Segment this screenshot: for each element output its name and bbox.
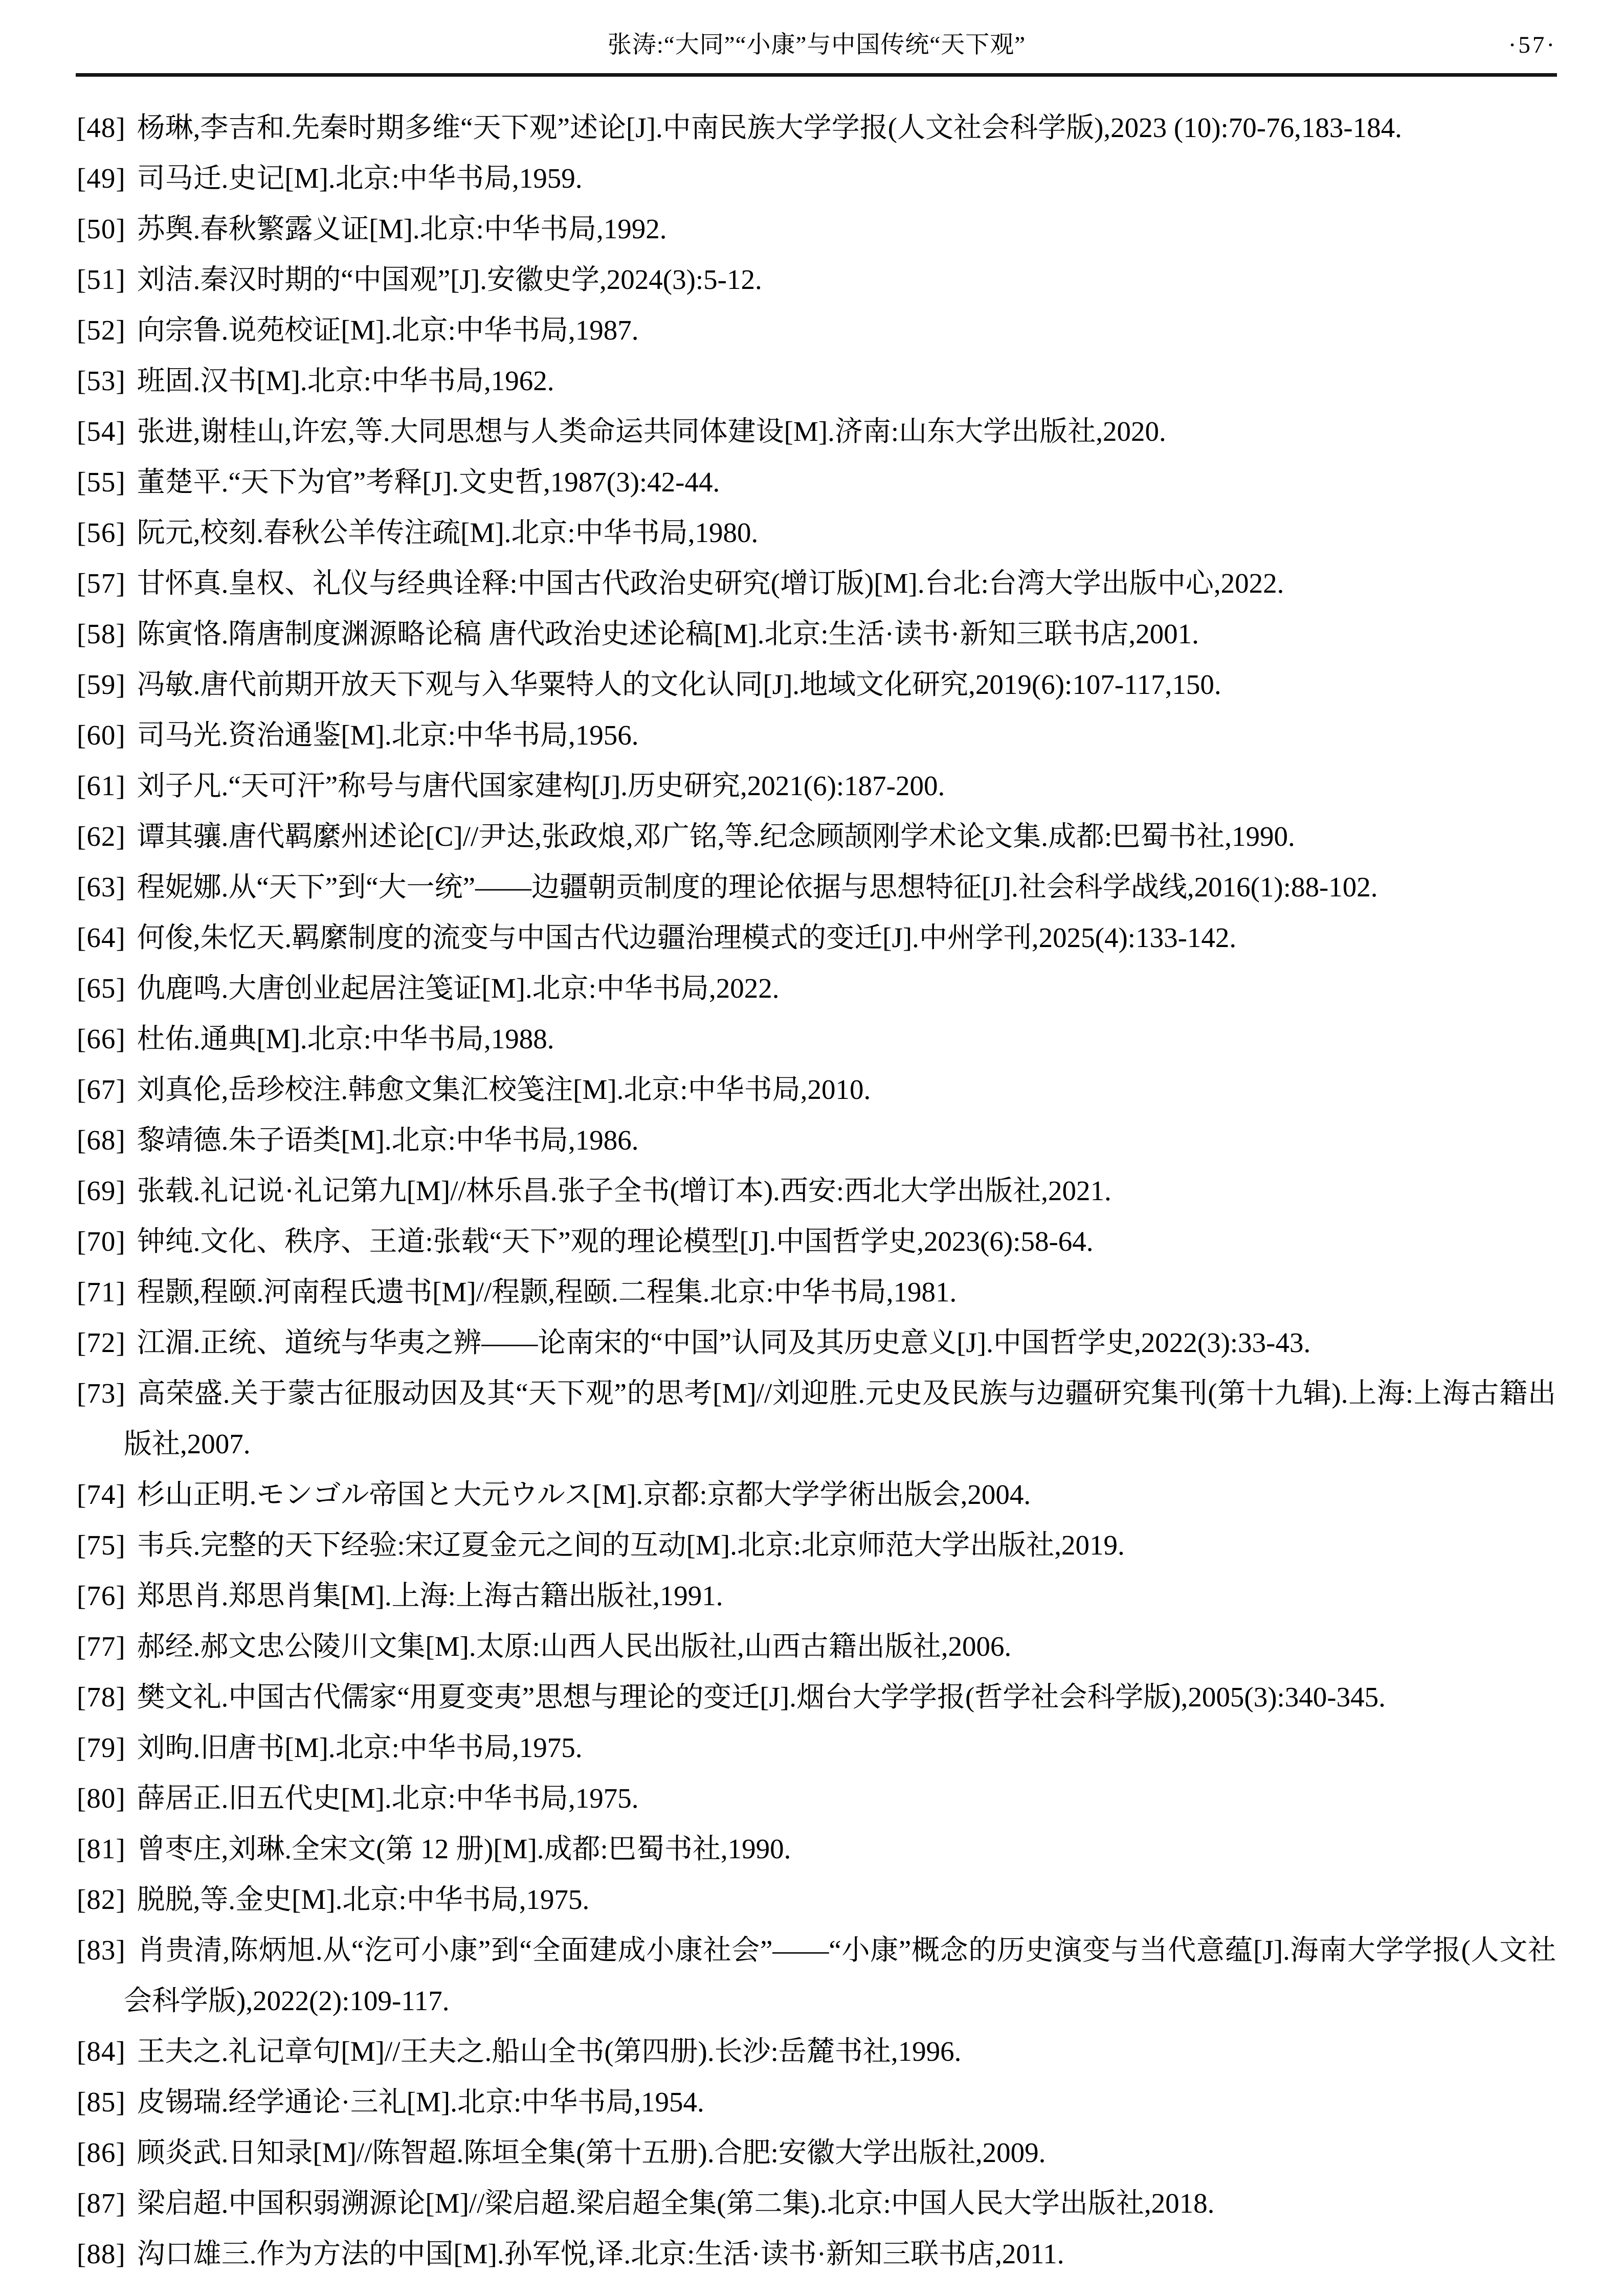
reference-number: [71] (77, 1276, 126, 1308)
reference-item (77, 1722, 1556, 1773)
reference-item (77, 2229, 1556, 2279)
reference-text: 程妮娜.从“天下”到“大一统”——边疆朝贡制度的理论依据与思想特征[J].社会科学战线,2016(1):88-102. (137, 871, 1378, 903)
reference-number: [55] (77, 466, 126, 498)
reference-number: [62] (77, 821, 126, 852)
reference-item (77, 305, 1556, 355)
reference-number: [53] (77, 365, 126, 396)
reference-text: 钟纯.文化、秩序、王道:张载“天下”观的理论模型[J].中国哲学史,2023(6):58-64. (137, 1226, 1094, 1257)
reference-item (77, 1874, 1556, 1925)
reference-number: [54] (77, 416, 126, 447)
reference-text: 杨琳,李吉和.先秦时期多维“天下观”述论[J].中南民族大学学报(人文社会科学版),2023 (10):70-76,183-184. (137, 112, 1402, 143)
reference-item (77, 1570, 1556, 1621)
reference-text: 高荣盛.关于蒙古征服动因及其“天下观”的思考[M]//刘迎胜.元史及民族与边疆研究集刊(第十九辑).上海:上海古籍出版社,2007. (124, 1378, 1556, 1459)
reference-text: 樊文礼.中国古代儒家“用夏变夷”思想与理论的变迁[J].烟台大学学报(哲学社会科学版),2005(3):340-345. (137, 1681, 1386, 1713)
reference-text: 江湄.正统、道统与华夷之辨——论南宋的“中国”认同及其历史意义[J].中国哲学史,2022(3):33-43. (137, 1327, 1311, 1358)
reference-item (77, 963, 1556, 1014)
reference-text: 向宗鲁.说苑校证[M].北京:中华书局,1987. (137, 314, 639, 346)
reference-item (77, 2026, 1556, 2077)
reference-item (77, 1115, 1556, 1165)
reference-item (77, 102, 1556, 153)
reference-item (77, 558, 1556, 609)
reference-item (77, 1621, 1556, 1672)
reference-text: 刘昫.旧唐书[M].北京:中华书局,1975. (137, 1732, 583, 1763)
reference-number: [67] (77, 1074, 126, 1105)
reference-item (77, 760, 1556, 811)
reference-number: [52] (77, 314, 126, 346)
reference-item (77, 912, 1556, 963)
reference-item (77, 1216, 1556, 1267)
running-header (77, 27, 1556, 63)
reference-text: 韦兵.完整的天下经验:宋辽夏金元之间的互动[M].北京:北京师范大学出版社,2019. (137, 1529, 1125, 1561)
reference-item (77, 1672, 1556, 1722)
reference-number: [61] (77, 770, 126, 801)
reference-item (77, 710, 1556, 760)
reference-item (77, 507, 1556, 558)
reference-number: [85] (77, 2086, 126, 2118)
reference-number: [57] (77, 568, 126, 599)
reference-number: [68] (77, 1124, 126, 1156)
reference-item (77, 609, 1556, 659)
reference-list (77, 102, 1556, 2279)
reference-text: 郝经.郝文忠公陵川文集[M].太原:山西人民出版社,山西古籍出版社,2006. (137, 1631, 1012, 1662)
reference-item (77, 1014, 1556, 1064)
reference-number: [49] (77, 163, 126, 194)
reference-text: 肖贵清,陈炳旭.从“汔可小康”到“全面建成小康社会”——“小康”概念的历史演变与当代意蕴[J].海南大学学报(人文社会科学版),2022(2):109-117. (124, 1934, 1556, 2016)
reference-number: [72] (77, 1327, 126, 1358)
reference-number: [82] (77, 1884, 126, 1915)
reference-number: [87] (77, 2188, 126, 2219)
reference-number: [51] (77, 264, 126, 295)
reference-text: 薛居正.旧五代史[M].北京:中华书局,1975. (137, 1783, 639, 1814)
reference-number: [73] (77, 1378, 126, 1409)
reference-number: [86] (77, 2137, 126, 2168)
reference-text: 董楚平.“天下为官”考释[J].文史哲,1987(3):42-44. (137, 466, 720, 498)
reference-text: 司马光.资治通鉴[M].北京:中华书局,1956. (137, 719, 639, 751)
reference-text: 郑思肖.郑思肖集[M].上海:上海古籍出版社,1991. (137, 1580, 723, 1611)
reference-number: [74] (77, 1479, 126, 1510)
reference-text: 班固.汉书[M].北京:中华书局,1962. (137, 365, 554, 396)
reference-text: 王夫之.礼记章句[M]//王夫之.船山全书(第四册).长沙:岳麓书社,1996. (137, 2036, 962, 2067)
reference-text: 刘洁.秦汉时期的“中国观”[J].安徽史学,2024(3):5-12. (137, 264, 762, 295)
reference-number: [63] (77, 871, 126, 903)
reference-text: 阮元,校刻.春秋公羊传注疏[M].北京:中华书局,1980. (137, 517, 759, 548)
reference-number: [69] (77, 1175, 126, 1206)
reference-text: 司马迁.史记[M].北京:中华书局,1959. (137, 163, 583, 194)
reference-number: [79] (77, 1732, 126, 1763)
reference-item (77, 1368, 1556, 1469)
reference-item (77, 2127, 1556, 2178)
reference-text: 梁启超.中国积弱溯源论[M]//梁启超.梁启超全集(第二集).北京:中国人民大学出版社,2018. (137, 2188, 1215, 2219)
reference-item (77, 1469, 1556, 1520)
reference-text: 皮锡瑞.经学通论·三礼[M].北京:中华书局,1954. (137, 2086, 704, 2118)
reference-item (77, 1064, 1556, 1115)
reference-text: 甘怀真.皇权、礼仪与经典诠释:中国古代政治史研究(增订版)[M].台北:台湾大学出版中心,2022. (137, 568, 1284, 599)
reference-number: [83] (77, 1934, 126, 1966)
reference-item (77, 659, 1556, 710)
reference-item (77, 406, 1556, 457)
reference-item (77, 862, 1556, 912)
reference-number: [60] (77, 719, 126, 751)
reference-text: 刘子凡.“天可汗”称号与唐代国家建构[J].历史研究,2021(6):187-200. (137, 770, 945, 801)
reference-text: 张载.礼记说·礼记第九[M]//林乐昌.张子全书(增订本).西安:西北大学出版社,2021. (137, 1175, 1111, 1206)
reference-text: 张进,谢桂山,许宏,等.大同思想与人类命运共同体建设[M].济南:山东大学出版社,2020. (137, 416, 1166, 447)
reference-text: 顾炎武.日知录[M]//陈智超.陈垣全集(第十五册).合肥:安徽大学出版社,2009. (137, 2137, 1046, 2168)
reference-number: [76] (77, 1580, 126, 1611)
reference-text: 何俊,朱忆天.羁縻制度的流变与中国古代边疆治理模式的变迁[J].中州学刊,2025(4):133-142. (137, 922, 1237, 953)
reference-item (77, 1773, 1556, 1824)
reference-item (77, 457, 1556, 507)
reference-text: 脱脱,等.金史[M].北京:中华书局,1975. (137, 1884, 590, 1915)
reference-text: 程颢,程颐.河南程氏遗书[M]//程颢,程颐.二程集.北京:中华书局,1981. (137, 1276, 957, 1308)
reference-number: [78] (77, 1681, 126, 1713)
header-rule (76, 73, 1557, 77)
reference-number: [65] (77, 973, 126, 1004)
reference-text: 沟口雄三.作为方法的中国[M].孙军悦,译.北京:生活·读书·新知三联书店,2011. (137, 2238, 1064, 2269)
reference-item (77, 254, 1556, 305)
reference-text: 刘真伦,岳珍校注.韩愈文集汇校笺注[M].北京:中华书局,2010. (137, 1074, 871, 1105)
reference-number: [48] (77, 112, 126, 143)
reference-text: 黎靖德.朱子语类[M].北京:中华书局,1986. (137, 1124, 639, 1156)
reference-number: [64] (77, 922, 126, 953)
reference-number: [80] (77, 1783, 126, 1814)
reference-number: [50] (77, 213, 126, 244)
reference-text: 陈寅恪.隋唐制度渊源略论稿 唐代政治史述论稿[M].北京:生活·读书·新知三联书店,2001. (137, 618, 1199, 649)
reference-number: [75] (77, 1529, 126, 1561)
reference-number: [84] (77, 2036, 126, 2067)
reference-item (77, 355, 1556, 406)
reference-text: 仇鹿鸣.大唐创业起居注笺证[M].北京:中华书局,2022. (137, 973, 780, 1004)
reference-number: [81] (77, 1833, 126, 1864)
reference-number: [70] (77, 1226, 126, 1257)
reference-text: 曾枣庄,刘琳.全宋文(第 12 册)[M].成都:巴蜀书社,1990. (137, 1833, 791, 1864)
page-title: 张涛:“大同”“小康”与中国传统“天下观” (607, 32, 1026, 58)
reference-item (77, 1267, 1556, 1317)
reference-item (77, 1165, 1556, 1216)
reference-item (77, 153, 1556, 204)
reference-text: 谭其骧.唐代羁縻州述论[C]//尹达,张政烺,邓广铭,等.纪念顾颉刚学术论文集.成都:巴蜀书社,1990. (137, 821, 1295, 852)
reference-text: 杜佑.通典[M].北京:中华书局,1988. (137, 1023, 554, 1054)
reference-number: [58] (77, 618, 126, 649)
reference-item (77, 204, 1556, 254)
reference-item (77, 2077, 1556, 2127)
reference-item (77, 811, 1556, 862)
reference-item (77, 1824, 1556, 1874)
reference-text: 苏舆.春秋繁露义证[M].北京:中华书局,1992. (137, 213, 667, 244)
reference-number: [59] (77, 669, 126, 700)
page-number: ·57· (1508, 32, 1556, 58)
reference-text: 冯敏.唐代前期开放天下观与入华粟特人的文化认同[J].地域文化研究,2019(6):107-117,150. (137, 669, 1221, 700)
reference-number: [77] (77, 1631, 126, 1662)
reference-number: [88] (77, 2238, 126, 2269)
reference-item (77, 2178, 1556, 2229)
reference-number: [66] (77, 1023, 126, 1054)
reference-text: 杉山正明.モンゴル帝国と大元ウルス[M].京都:京都大学学術出版会,2004. (137, 1479, 1031, 1510)
reference-item (77, 1317, 1556, 1368)
reference-item (77, 1520, 1556, 1570)
reference-item (77, 1925, 1556, 2026)
reference-number: [56] (77, 517, 126, 548)
